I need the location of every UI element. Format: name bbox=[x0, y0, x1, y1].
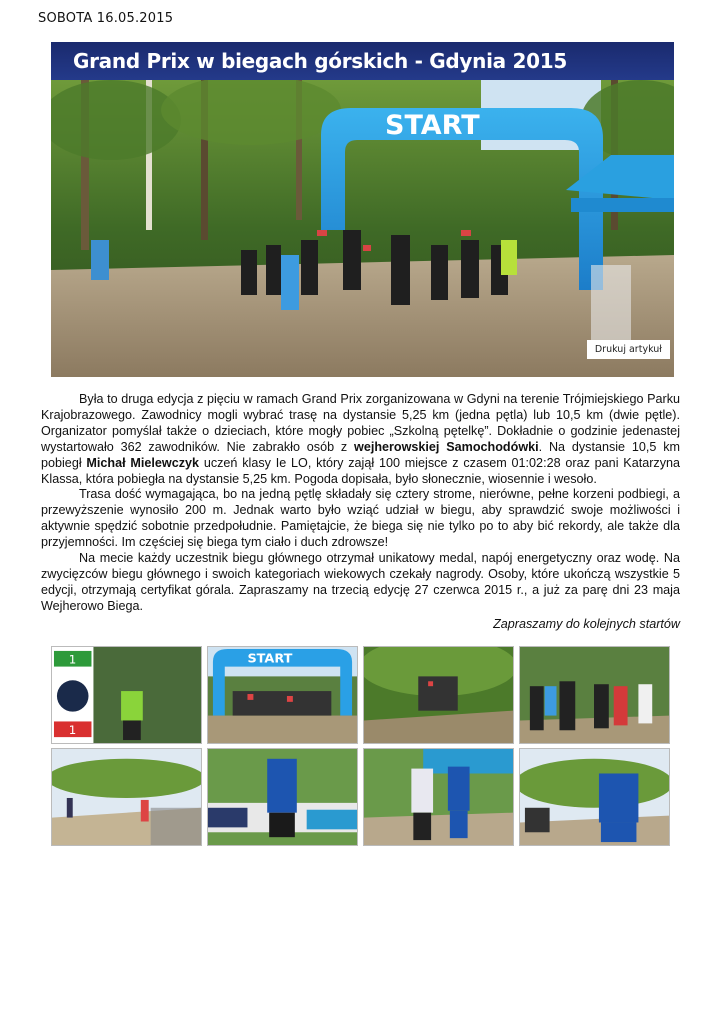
p1-text-c: . Na dystansie 10,5 km pobiegł bbox=[41, 439, 680, 470]
gallery-thumb-4[interactable] bbox=[519, 646, 670, 744]
p1-text-a: Była to druga edycja z pięciu w ramach Grand Prix zorganizowana w Gdyni na terenie Trójmiejskiego Parku Krajobrazowego. Zawodnicy mogli wybrać trasę na dystansie 5,25 km (jedna pętla) lub 10,5 km (dwie pętle). Organizator pomyślał także o dzieciach, które mogły pobiec „Szkolną pętelkę”. Dokładnie o godzinie jedenastej wystartowało 362 zawodników. Nie zabrakło osób z bbox=[41, 392, 680, 454]
article-paragraph-1 bbox=[41, 392, 680, 487]
photo-gallery bbox=[51, 646, 671, 846]
gallery-thumb-2[interactable] bbox=[207, 646, 358, 744]
gallery-thumb-5[interactable] bbox=[51, 748, 202, 846]
thumb2-arch-label: START bbox=[247, 651, 293, 667]
gallery-thumb-1[interactable] bbox=[51, 646, 202, 744]
hero-race-photo bbox=[51, 80, 674, 377]
thumb1-badge-top: 1 bbox=[68, 652, 77, 667]
article-body bbox=[41, 392, 680, 615]
thumb1-badge-bottom: 1 bbox=[68, 723, 77, 738]
article-paragraph-3: Na mecie każdy uczestnik biegu głównego otrzymał unikatowy medal, napój energetyczny oraz wodę. Na zwycięzców biegu głównego i swoich kategoriach wiekowych czekały nagrody. Osoby, które ukończą wszystkie 5 edycji, otrzymają certyfikat górala. Zapraszamy na trzecią edycję 27 czerwca 2015 r., a już za parę dni 23 maja Wejherowo Biega. bbox=[41, 551, 680, 613]
article-paragraph-2: Trasa dość wymagająca, bo na jedną pętlę składały się cztery strome, nierówne, pełne korzeni podbiegi, a przewyższenie wynosiło 200 m. Jednak warto było wziąć udział w biegu, aby sprawdzić swoje możliwości i aktywnie spędzić sobotnie przedpołudnie. Pamiętajcie, że biega się nie tylko po to aby bić rekordy, ale także dla przyjemności. Im częściej się biega tym ciało i duch zdrowsze! bbox=[41, 487, 680, 550]
article-sign-off: Zapraszamy do kolejnych startów bbox=[493, 617, 680, 631]
gallery-thumb-3[interactable] bbox=[363, 646, 514, 744]
hero-start-arch-label: START bbox=[385, 110, 480, 141]
p1-bold-school: wejherowskiej Samochodówki bbox=[354, 439, 539, 454]
p1-bold-name: Michał Mielewczyk bbox=[86, 455, 200, 470]
print-article-link[interactable]: Drukuj artykuł bbox=[587, 340, 670, 359]
hero-banner bbox=[51, 42, 674, 377]
gallery-thumb-7[interactable] bbox=[363, 748, 514, 846]
article-date: SOBOTA 16.05.2015 bbox=[38, 11, 174, 26]
gallery-thumb-6[interactable] bbox=[207, 748, 358, 846]
p1-text-d: uczeń klasy Ie LO, który zajął 100 miejsce z czasem 01:02:28 oraz pani Katarzyna Klassa, która pobiegła na dystansie 5,25 km. Pogoda dopisała, było słonecznie, wiosennie i wesoło. bbox=[41, 455, 680, 486]
hero-title: Grand Prix w biegach górskich - Gdynia 2015 bbox=[73, 49, 567, 73]
gallery-thumb-8[interactable] bbox=[519, 748, 670, 846]
hero-title-bar bbox=[51, 42, 674, 80]
